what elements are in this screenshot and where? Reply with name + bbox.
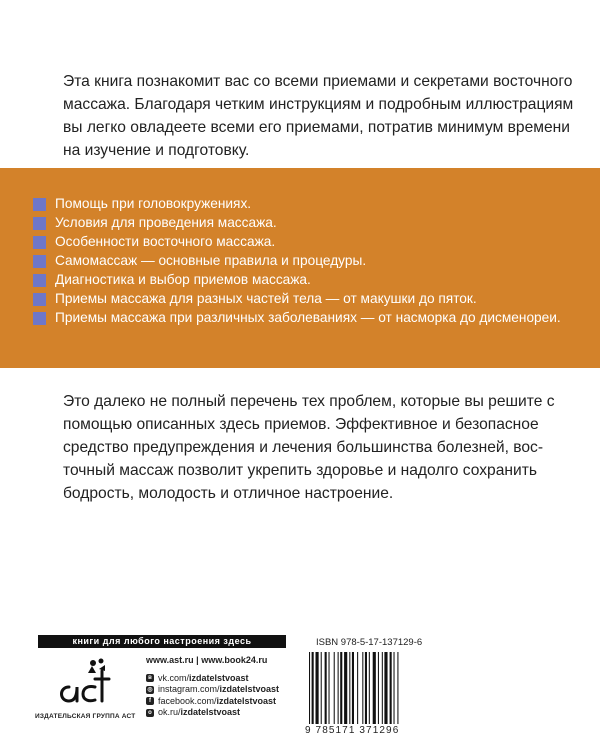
social-link-ok[interactable] (146, 707, 279, 719)
intro-line: вы легко овладеете всеми его приемами, потратив минимум времени (63, 119, 570, 136)
isbn-label: ISBN 978-5-17-137129-6 (316, 637, 423, 648)
outro-line: Это далеко не полный перечень тех проблем, которые вы решите с (63, 393, 555, 410)
bullet-square-icon (33, 274, 46, 287)
list-item (33, 289, 561, 308)
intro-line: Эта книга познакомит вас со всеми приемами и секретами восточного (63, 73, 573, 90)
social-handle: izdatelstvoast (180, 707, 241, 717)
bullet-square-icon (33, 236, 46, 249)
contacts-block (146, 655, 279, 719)
topics-list (33, 194, 561, 327)
list-item-label: Диагностика и выбор приемов массажа. (55, 272, 311, 287)
social-prefix: vk.com/ (158, 672, 190, 683)
bullet-square-icon (33, 312, 46, 325)
social-link-vk[interactable] (146, 673, 279, 685)
intro-line: на изучение и подготовку. (63, 142, 250, 159)
site-links[interactable]: www.ast.ru | www.book24.ru (146, 655, 268, 665)
social-prefix: ok.ru/ (158, 707, 181, 717)
list-item (33, 270, 561, 289)
slogan-bar: книги для любого настроения здесь (38, 635, 286, 648)
social-handle: izdatelstvoast (216, 695, 277, 706)
list-item-label: Самомассаж — основные правила и процедуры. (55, 253, 367, 268)
list-item (33, 308, 561, 327)
list-item-label: Приемы массажа для разных частей тела — от макушки до пяток. (55, 291, 477, 306)
intro-line: массажа. Благодаря четким инструкциям и подробным иллюстрациям (63, 96, 574, 113)
list-item (33, 232, 561, 251)
bullet-square-icon (33, 198, 46, 211)
intro-paragraph (63, 70, 583, 162)
bullet-square-icon (33, 293, 46, 306)
outro-line: помощью описанных здесь приемов. Эффективное и безопасное (63, 416, 539, 433)
ok-icon: о (146, 709, 154, 717)
social-link-instagram[interactable] (146, 684, 279, 696)
list-item-label: Приемы массажа при различных заболеваниях — от насморка до дисменореи. (55, 310, 561, 325)
list-item-label: Условия для проведения массажа. (55, 215, 277, 230)
social-link-facebook[interactable] (146, 696, 279, 708)
bullet-square-icon (33, 255, 46, 268)
list-item-label: Помощь при головокружениях. (55, 196, 252, 211)
facebook-icon: f (146, 697, 154, 705)
barcode (305, 652, 430, 728)
publisher-logo (55, 657, 113, 705)
barcode-digits: 9 785171 371296 (305, 725, 400, 736)
topics-band (0, 168, 600, 368)
outro-line: средство предупреждения и лечения большинства болезней, вос- (63, 439, 544, 456)
instagram-icon: ◎ (147, 686, 153, 693)
bullet-square-icon (33, 217, 46, 230)
list-item (33, 194, 561, 213)
social-prefix: facebook.com/ (158, 695, 217, 706)
publisher-name: ИЗДАТЕЛЬСКАЯ ГРУППА АСТ (35, 713, 136, 720)
list-item-label: Особенности восточного массажа. (55, 234, 276, 249)
social-handle: izdatelstvoast (189, 672, 249, 683)
outro-line: точный массаж позволит укрепить здоровье и надолго сохранить (63, 462, 537, 479)
outro-paragraph (63, 390, 583, 505)
list-item (33, 251, 561, 270)
list-item (33, 213, 561, 232)
social-prefix: instagram.com/ (158, 684, 220, 694)
vk-icon: в (146, 674, 154, 682)
social-handle: izdatelstvoast (219, 684, 280, 694)
outro-line: бодрость, молодость и отличное настроение. (63, 485, 394, 502)
